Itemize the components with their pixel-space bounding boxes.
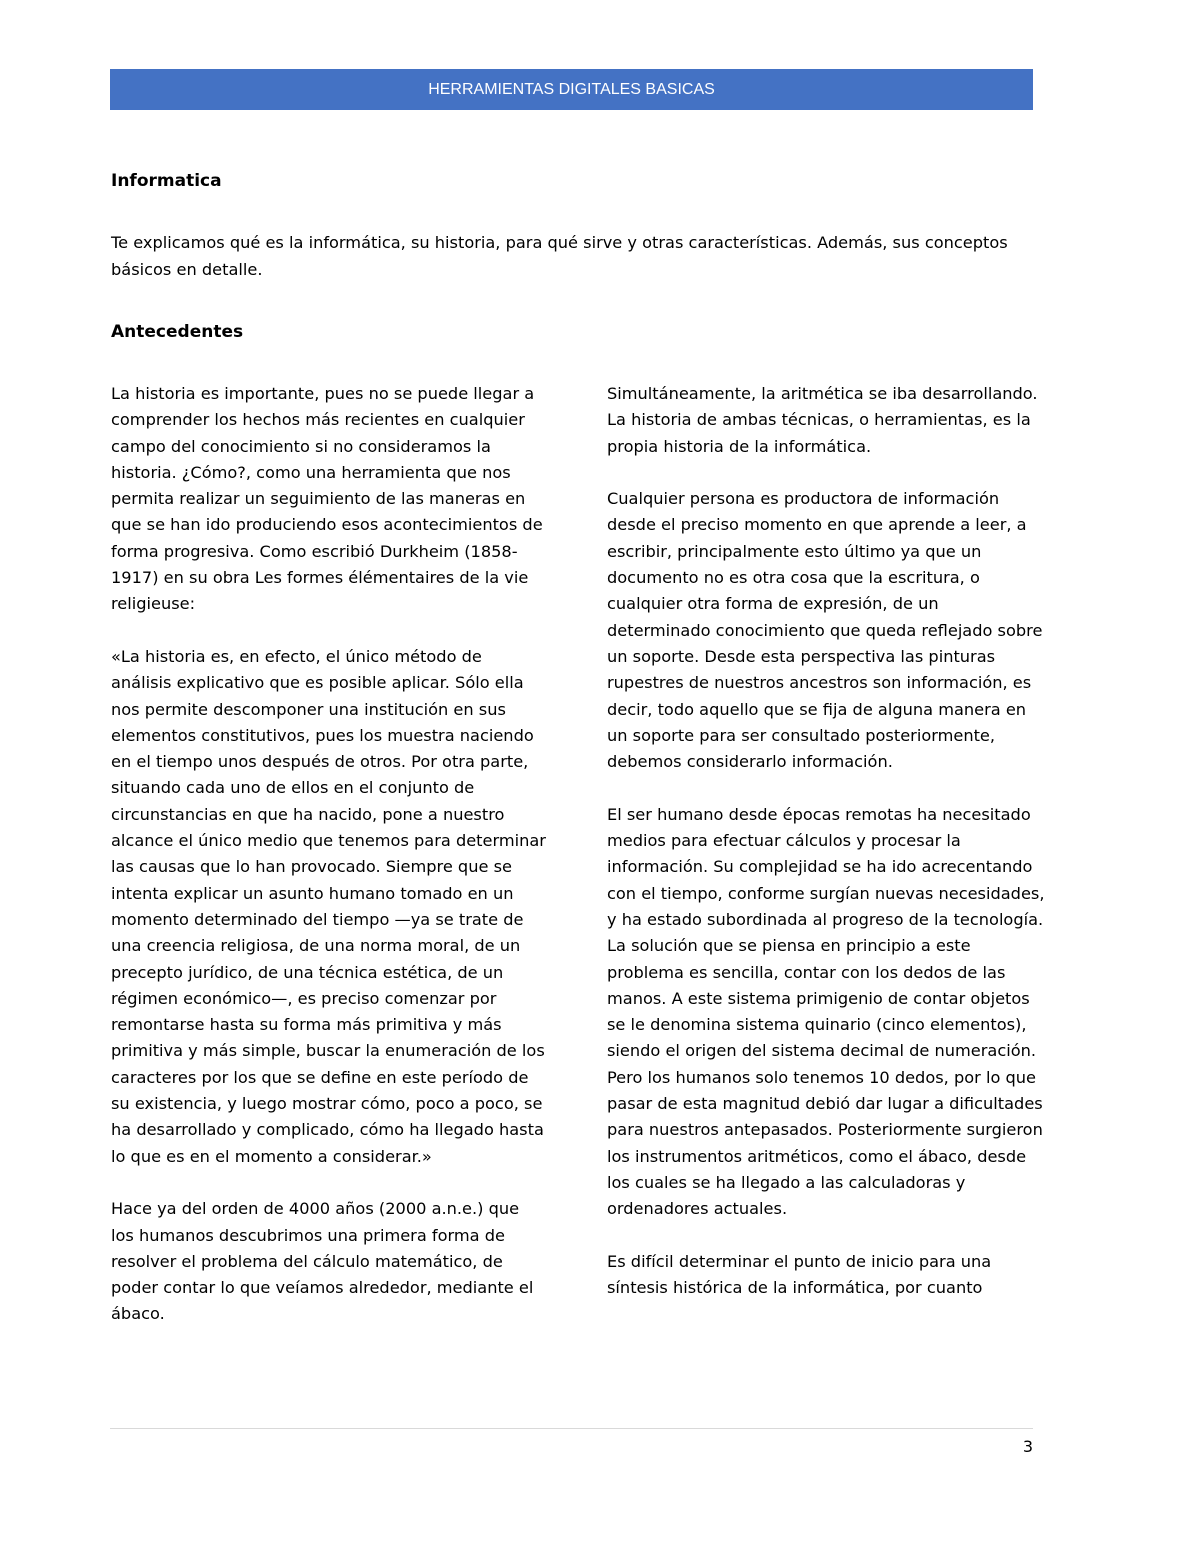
- page-number: 3: [1022, 1437, 1033, 1456]
- paragraph: Simultáneamente, la aritmética se iba desarrollando. La historia de ambas técnicas, o herramientas, es la propia historia de la informática.: [607, 384, 1038, 456]
- paragraph: Cualquier persona es productora de información desde el preciso momento en que aprende a leer, a escribir, principalmente esto último ya que un documento no es otra cosa que la escritura, o cualquier otra forma de expresión, de un determinado conocimiento que queda reflejado sobre un soporte. Desde esta perspectiva las pinturas rupestres de nuestros ancestros son información, es decir, todo aquello que se fija de alguna manera en un soporte para ser consultado posteriormente, debemos considerarlo información.: [607, 489, 1043, 772]
- left-column: [111, 381, 547, 1354]
- paragraph: Es difícil determinar el punto de inicio para una síntesis histórica de la informática, por cuanto: [607, 1251, 992, 1298]
- document-title: Informatica: [111, 171, 222, 191]
- header-banner: [110, 69, 1033, 110]
- paragraph: El ser humano desde épocas remotas ha necesitado medios para efectuar cálculos y procesar la información. Su complejidad se ha ido acrecentando con el tiempo, conforme surgían nuevas necesidades, y ha estado subordinada al progreso de la tecnología. La solución que se piensa en principio a este problema es sencilla, contar con los dedos de las manos. A este sistema primigenio de contar objetos se le denomina sistema quinario (cinco elementos), siendo el origen del sistema decimal de numeración. Pero los humanos solo tenemos 10 dedos, por lo que pasar de esta magnitud debió dar lugar a dificultades para nuestros antepasados. Posteriormente surgieron los instrumentos aritméticos, como el ábaco, desde los cuales se ha llegado a las calculadoras y ordenadores actuales.: [607, 804, 1045, 1219]
- quote-paragraph: «La historia es, en efecto, el único método de análisis explicativo que es posible aplicar. Sólo ella nos permite descomponer una institución en sus elementos constitutivos, pues los muestra naciendo en el tiempo unos después de otros. Por otra parte, situando cada uno de ellos en el conjunto de circunstancias en que ha nacido, pone a nuestro alcance el único medio que tenemos para determinar las causas que lo han provocado. Siempre que se intenta explicar un asunto humano tomado en un momento determinado del tiempo —ya se trate de una creencia religiosa, de una norma moral, de un precepto jurídico, de una técnica estética, de un régimen económico—, es preciso comenzar por remontarse hasta su forma más primitiva y más primitiva y más simple, buscar la enumeración de los caracteres por los que se define en este período de su existencia, y luego mostrar cómo, poco a poco, se ha desarrollado y complicado, cómo ha llegado hasta lo que es en el momento a considerar.»: [111, 646, 546, 1166]
- footer-divider: [110, 1428, 1033, 1429]
- header-banner-text: HERRAMIENTAS DIGITALES BASICAS: [428, 80, 715, 98]
- intro-paragraph: Te explicamos qué es la informática, su historia, para qué sirve y otras características. Además, sus conceptos básicos en detalle.: [111, 233, 1008, 279]
- right-column: [607, 381, 1045, 1328]
- paragraph: Hace ya del orden de 4000 años (2000 a.n.e.) que los humanos descubrimos una primera forma de resolver el problema del cálculo matemático, de poder contar lo que veíamos alrededor, mediante el ábaco.: [111, 1199, 534, 1324]
- section-heading: Antecedentes: [111, 322, 244, 342]
- paragraph: La historia es importante, pues no se puede llegar a comprender los hechos más recientes en cualquier campo del conocimiento si no consideramos la historia. ¿Cómo?, como una herramienta que nos permita realizar un seguimiento de las maneras en que se han ido produciendo esos acontecimientos de forma progresiva. Como escribió Durkheim (1858-1917) en su obra Les formes élémentaires de la vie religieuse:: [111, 384, 543, 614]
